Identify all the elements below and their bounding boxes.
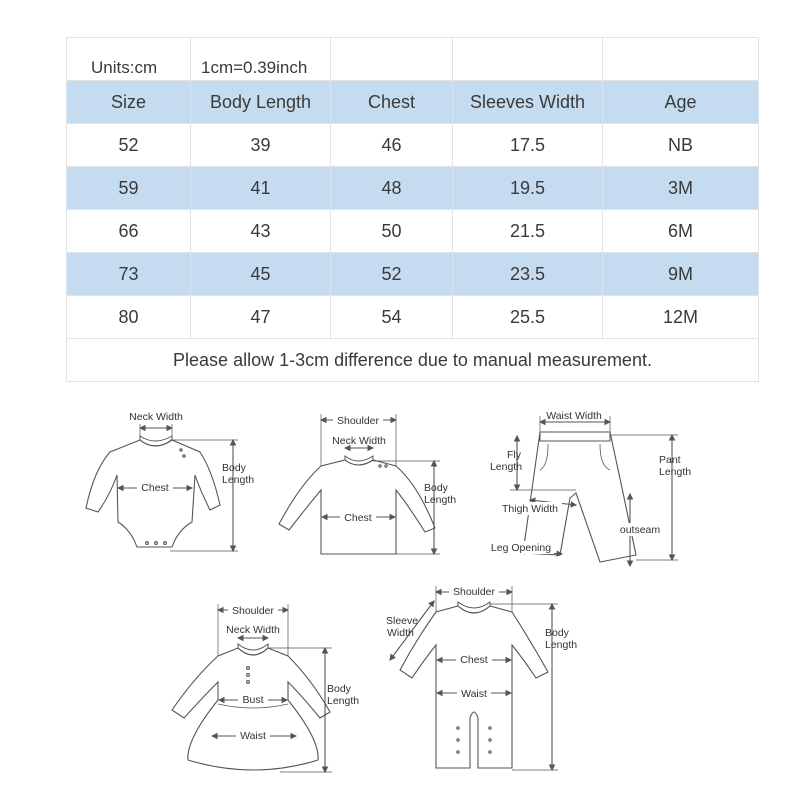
table-row [67, 210, 759, 253]
cell-chest: 48 [331, 167, 453, 210]
cell-sleeves-width: 25.5 [453, 296, 603, 339]
pants-thigh-width-label: Thigh Width [501, 503, 559, 515]
cell-age: 9M [603, 253, 759, 296]
units-row [67, 38, 759, 81]
header-size: Size [67, 81, 191, 124]
table-row [67, 253, 759, 296]
bodysuit-neck-width-label: Neck Width [129, 411, 183, 423]
pants-outseam-label: outseam [619, 524, 661, 536]
romper-width-label: Width [387, 627, 414, 639]
top-neck-width-label: Neck Width [332, 435, 386, 447]
top-chest-label: Chest [344, 512, 372, 524]
pants-length-label: Length [659, 466, 692, 478]
dress-outline-icon [172, 648, 330, 770]
table-row [67, 124, 759, 167]
cell-sleeves-width: 23.5 [453, 253, 603, 296]
cell-chest: 46 [331, 124, 453, 167]
cell-size: 66 [67, 210, 191, 253]
romper-sleeve-label: Sleeve [386, 615, 419, 627]
dress-waist-label: Waist [240, 730, 266, 742]
romper-waist-label: Waist [461, 688, 487, 700]
table-row [67, 296, 759, 339]
note-row [67, 339, 759, 382]
bodysuit-body-label: Body [222, 462, 246, 474]
cell-body-length: 47 [191, 296, 331, 339]
romper-chest-label: Chest [460, 654, 488, 666]
conversion-label: 1cm=0.39inch [191, 38, 331, 81]
top-shoulder-label: Shoulder [336, 415, 380, 427]
units-label: Units:cm [67, 38, 191, 81]
header-body-length: Body Length [191, 81, 331, 124]
top-length-label: Length [424, 494, 457, 506]
cell-size: 52 [67, 124, 191, 167]
bodysuit-chest-label: Chest [141, 482, 169, 494]
cell-chest: 50 [331, 210, 453, 253]
cell-age: 12M [603, 296, 759, 339]
measurement-note: Please allow 1-3cm difference due to manual measurement. [67, 339, 759, 382]
pants-fly-length-label: Length [489, 461, 523, 473]
cell-sleeves-width: 17.5 [453, 124, 603, 167]
dress-bust-label: Bust [242, 694, 264, 706]
cell-size: 59 [67, 167, 191, 210]
cell-body-length: 43 [191, 210, 331, 253]
table-row [67, 167, 759, 210]
dress-body-label: Body [327, 683, 351, 695]
romper-diagram [390, 586, 558, 770]
cell-age: 3M [603, 167, 759, 210]
measurement-diagrams [0, 390, 800, 800]
cell-sleeves-width: 19.5 [453, 167, 603, 210]
romper-body-label: Body [545, 627, 569, 639]
cell-age: NB [603, 124, 759, 167]
header-row [67, 81, 759, 124]
size-chart-table [66, 37, 759, 382]
romper-shoulder-label: Shoulder [452, 586, 496, 598]
header-age: Age [603, 81, 759, 124]
cell-body-length: 41 [191, 167, 331, 210]
dress-neck-width-label: Neck Width [226, 624, 280, 636]
romper-length-label: Length [545, 639, 578, 651]
cell-sleeves-width: 21.5 [453, 210, 603, 253]
cell-chest: 54 [331, 296, 453, 339]
header-chest: Chest [331, 81, 453, 124]
dress-length-label: Length [327, 695, 360, 707]
cell-chest: 52 [331, 253, 453, 296]
dress-shoulder-label: Shoulder [231, 605, 275, 617]
cell-size: 80 [67, 296, 191, 339]
cell-size: 73 [67, 253, 191, 296]
pants-waist-width-label: Waist Width [546, 410, 602, 422]
top-body-label: Body [424, 482, 448, 494]
pants-pant-label: Pant [659, 454, 681, 466]
cell-body-length: 39 [191, 124, 331, 167]
pants-leg-opening-label: Leg Opening [490, 542, 552, 554]
top-outline-icon [279, 460, 435, 554]
header-sleeves-width: Sleeves Width [453, 81, 603, 124]
pants-fly-label: Fly [507, 449, 521, 461]
bodysuit-length-label: Length [222, 474, 255, 486]
cell-body-length: 45 [191, 253, 331, 296]
cell-age: 6M [603, 210, 759, 253]
